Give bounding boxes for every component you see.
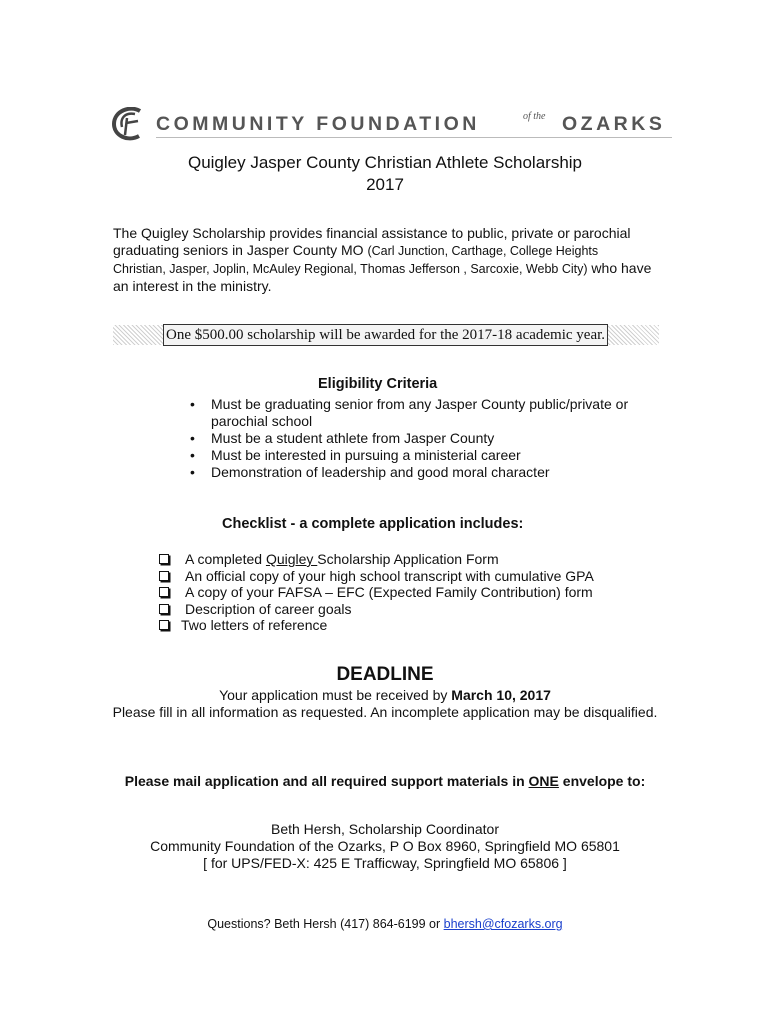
list-item: • Demonstration of leadership and good moral character xyxy=(190,464,550,480)
deadline-heading: DEADLINE xyxy=(336,664,434,685)
bullet-icon: • xyxy=(190,430,195,446)
list-item: • Must be interested in pursuing a ministerial career xyxy=(190,447,521,463)
logo-region: OZARKS xyxy=(562,113,666,135)
logo-underline xyxy=(156,137,672,138)
list-item: A copy of your FAFSA – EFC (Expected Family Contribution) form xyxy=(158,584,628,601)
checkbox-icon xyxy=(159,554,169,564)
deadline-warning: Please fill in all information as requested. An incomplete application may be disqualified. xyxy=(112,704,658,720)
address-mailing: Community Foundation of the Ozarks, P O Box 8960, Springfield MO 65801 xyxy=(150,838,620,854)
foundation-logo xyxy=(110,105,675,145)
deadline-date: March 10, 2017 xyxy=(451,687,551,703)
list-item: • Must be graduating senior from any Jasper County public/private or parochial school xyxy=(190,396,629,429)
checkbox-icon xyxy=(159,604,169,614)
mail-emphasis: ONE xyxy=(528,773,559,789)
checkbox-icon xyxy=(159,571,169,581)
list-item: An official copy of your high school transcript with cumulative GPA xyxy=(158,568,628,585)
list-item: Description of career goals xyxy=(158,601,628,618)
document-title: Quigley Jasper County Christian Athlete Scholarship xyxy=(187,153,583,172)
list-item: • Must be a student athlete from Jasper County xyxy=(190,430,495,446)
questions-line: Questions? Beth Hersh (417) 864-6199 or bhersh@cfozarks.org xyxy=(207,917,563,931)
checklist-list xyxy=(158,551,628,634)
list-item: A completed Quigley Scholarship Application Form xyxy=(158,551,628,568)
checkbox-icon xyxy=(159,587,169,597)
bullet-icon: • xyxy=(190,464,195,480)
document-year: 2017 xyxy=(366,175,404,194)
bullet-icon: • xyxy=(190,396,195,412)
logo-org-name: COMMUNITY FOUNDATION xyxy=(156,113,480,135)
award-notice: One $500.00 scholarship will be awarded for the 2017-18 academic year. xyxy=(163,324,608,346)
intro-school-list: (Carl Junction, Carthage, College Heights Christian, Jasper, Joplin, McAuley Regional, Thomas Jefferson , Sarcoxie, Webb City) xyxy=(113,244,599,276)
mail-instructions: Please mail application and all required support materials in ONE envelope to: xyxy=(124,773,646,789)
list-item: Two letters of reference xyxy=(158,617,628,634)
community-foundation-emblem-icon xyxy=(110,107,148,141)
email-link[interactable]: bhersh@cfozarks.org xyxy=(443,917,563,931)
eligibility-list xyxy=(190,396,650,481)
intro-text-1: The Quigley Scholarship provides financial assistance to public, private or parochial graduating seniors in Jasper County MO xyxy=(113,225,631,258)
intro-paragraph xyxy=(113,225,653,295)
intro-text-2: who have an interest in the ministry. xyxy=(113,260,652,294)
logo-of-the: of the xyxy=(523,111,546,122)
underlined-name: Quigley xyxy=(265,551,318,567)
address-courier: [ for UPS/FED-X: 425 E Trafficway, Springfield MO 65806 ] xyxy=(203,855,567,871)
bullet-icon: • xyxy=(190,447,195,463)
address-contact-name: Beth Hersh, Scholarship Coordinator xyxy=(270,821,499,837)
checklist-heading: Checklist - a complete application includes: xyxy=(222,516,524,532)
deadline-date-line: Your application must be received by March 10, 2017 xyxy=(219,687,551,703)
checkbox-icon xyxy=(159,620,169,630)
eligibility-heading: Eligibility Criteria xyxy=(318,376,438,392)
